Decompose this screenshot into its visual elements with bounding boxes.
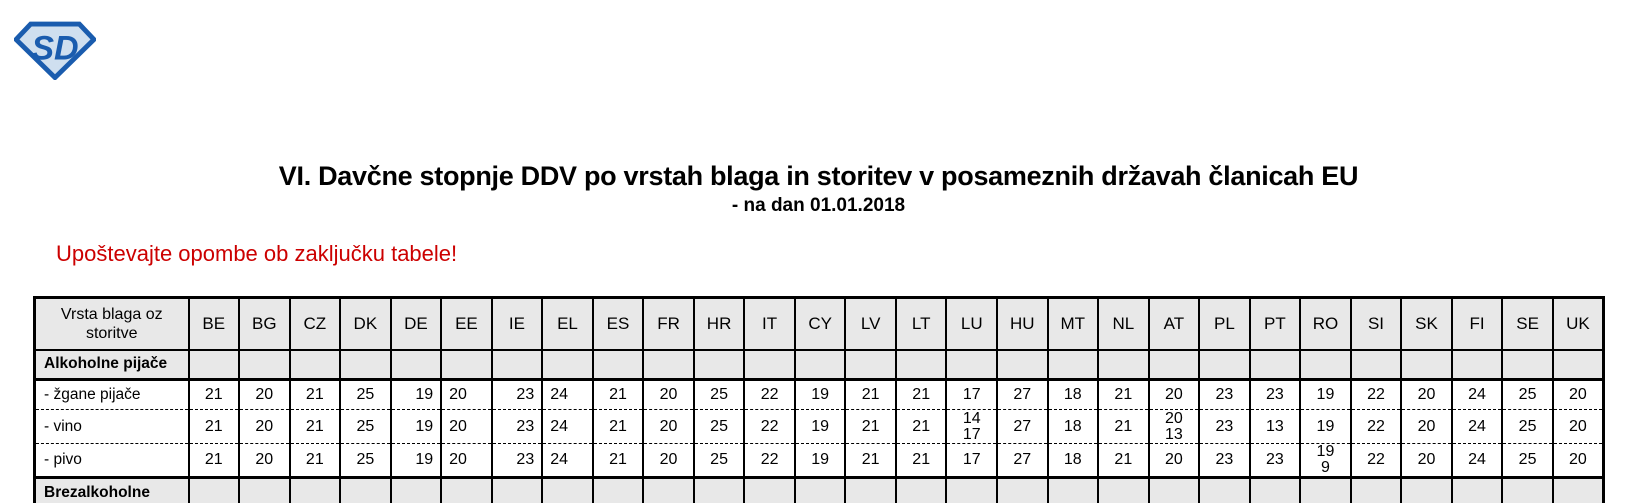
vat-cell-es: 21 — [593, 380, 644, 410]
vat-cell-si — [1351, 478, 1402, 503]
column-header-sk: SK — [1401, 298, 1452, 350]
column-header-fi: FI — [1452, 298, 1503, 350]
column-header-si: SI — [1351, 298, 1402, 350]
vat-cell-fi: 24 — [1452, 410, 1503, 444]
vat-cell-bg — [239, 478, 290, 503]
vat-cell-ee: 20 — [441, 444, 492, 478]
vat-cell-se: 25 — [1502, 380, 1553, 410]
column-header-pt: PT — [1250, 298, 1301, 350]
vat-cell-lt: 21 — [896, 410, 947, 444]
vat-cell-se — [1502, 350, 1553, 380]
vat-cell-ee: 20 — [441, 380, 492, 410]
vat-cell-ie — [492, 478, 543, 503]
table-row — [35, 380, 1604, 410]
vat-cell-hr: 25 — [694, 380, 745, 410]
vat-cell-fr — [643, 478, 694, 503]
vat-cell-uk — [1553, 350, 1604, 380]
vat-cell-pl — [1199, 350, 1250, 380]
vat-cell-dk — [340, 478, 391, 503]
vat-cell-lt — [896, 478, 947, 503]
logo-letters: SD — [31, 29, 79, 68]
table-row — [35, 410, 1604, 444]
vat-cell-cy: 19 — [795, 410, 846, 444]
table-header-row — [35, 298, 1604, 350]
column-header-lv: LV — [845, 298, 896, 350]
vat-cell-ro: 19 9 — [1300, 444, 1351, 478]
vat-cell-fi — [1452, 478, 1503, 503]
vat-cell-pl: 23 — [1199, 444, 1250, 478]
vat-cell-mt: 18 — [1048, 380, 1099, 410]
vat-cell-el: 24 — [542, 380, 593, 410]
vat-cell-at — [1149, 350, 1200, 380]
row-label: - žgane pijače — [35, 380, 189, 410]
vat-cell-it — [744, 478, 795, 503]
vat-cell-el — [542, 478, 593, 503]
column-header-ro: RO — [1300, 298, 1351, 350]
vat-cell-es — [593, 350, 644, 380]
vat-cell-cz — [290, 350, 341, 380]
vat-cell-ie: 23 — [492, 380, 543, 410]
vat-cell-el: 24 — [542, 410, 593, 444]
vat-cell-pt — [1250, 350, 1301, 380]
vat-cell-sk: 20 — [1401, 444, 1452, 478]
vat-cell-si: 22 — [1351, 410, 1402, 444]
vat-cell-lu: 17 — [946, 380, 997, 410]
column-header-it: IT — [744, 298, 795, 350]
vat-cell-be — [189, 350, 240, 380]
vat-cell-si: 22 — [1351, 380, 1402, 410]
vat-cell-uk — [1553, 478, 1604, 503]
vat-cell-pt: 23 — [1250, 380, 1301, 410]
vat-cell-de: 19 — [391, 380, 442, 410]
vat-cell-pl: 23 — [1199, 410, 1250, 444]
vat-cell-cz: 21 — [290, 444, 341, 478]
vat-cell-pl — [1199, 478, 1250, 503]
vat-cell-lv — [845, 350, 896, 380]
column-header-ie: IE — [492, 298, 543, 350]
row-label: Alkoholne pijače — [35, 350, 189, 380]
row-label: - pivo — [35, 444, 189, 478]
warning-note: Upoštevajte opombe ob zaključku tabele! — [56, 241, 458, 266]
vat-rates-table — [33, 296, 1605, 503]
column-header-mt: MT — [1048, 298, 1099, 350]
section-row — [35, 478, 1604, 503]
vat-cell-hu: 27 — [997, 410, 1048, 444]
vat-cell-pt: 23 — [1250, 444, 1301, 478]
vat-cell-lu — [946, 350, 997, 380]
vat-cell-se: 25 — [1502, 444, 1553, 478]
column-header-hu: HU — [997, 298, 1048, 350]
vat-cell-el — [542, 350, 593, 380]
vat-cell-hr: 25 — [694, 444, 745, 478]
vat-cell-bg — [239, 350, 290, 380]
vat-cell-es: 21 — [593, 410, 644, 444]
vat-cell-it — [744, 350, 795, 380]
vat-cell-be — [189, 478, 240, 503]
column-header-goods-type: Vrsta blaga oz storitve — [35, 298, 189, 350]
vat-cell-fr: 20 — [643, 380, 694, 410]
vat-cell-uk: 20 — [1553, 444, 1604, 478]
vat-cell-mt: 18 — [1048, 444, 1099, 478]
vat-cell-dk: 25 — [340, 410, 391, 444]
vat-cell-pt — [1250, 478, 1301, 503]
sd-diamond-logo-graphic — [14, 20, 96, 80]
vat-cell-be: 21 — [189, 380, 240, 410]
vat-cell-ro: 19 — [1300, 410, 1351, 444]
vat-cell-es — [593, 478, 644, 503]
vat-cell-it: 22 — [744, 444, 795, 478]
vat-cell-hr — [694, 478, 745, 503]
vat-cell-ie: 23 — [492, 444, 543, 478]
vat-cell-ie — [492, 350, 543, 380]
column-header-pl: PL — [1199, 298, 1250, 350]
vat-cell-lv: 21 — [845, 380, 896, 410]
vat-cell-fr: 20 — [643, 444, 694, 478]
vat-cell-at — [1149, 478, 1200, 503]
vat-cell-be: 21 — [189, 410, 240, 444]
vat-cell-sk — [1401, 478, 1452, 503]
column-header-lt: LT — [896, 298, 947, 350]
vat-cell-ro — [1300, 350, 1351, 380]
vat-cell-ro: 19 — [1300, 380, 1351, 410]
vat-cell-de: 19 — [391, 444, 442, 478]
vat-cell-lt — [896, 350, 947, 380]
vat-cell-fi: 24 — [1452, 380, 1503, 410]
column-header-de: DE — [391, 298, 442, 350]
vat-cell-at: 20 — [1149, 444, 1200, 478]
vat-cell-cy — [795, 350, 846, 380]
column-header-at: AT — [1149, 298, 1200, 350]
column-header-uk: UK — [1553, 298, 1604, 350]
vat-cell-nl — [1098, 478, 1149, 503]
vat-cell-ee: 20 — [441, 410, 492, 444]
vat-cell-at: 20 13 — [1149, 410, 1200, 444]
vat-cell-hr — [694, 350, 745, 380]
vat-cell-bg: 20 — [239, 410, 290, 444]
vat-cell-bg: 20 — [239, 444, 290, 478]
column-header-nl: NL — [1098, 298, 1149, 350]
vat-cell-nl: 21 — [1098, 380, 1149, 410]
vat-cell-nl: 21 — [1098, 410, 1149, 444]
column-header-cz: CZ — [290, 298, 341, 350]
vat-cell-be: 21 — [189, 444, 240, 478]
vat-cell-uk: 20 — [1553, 410, 1604, 444]
vat-cell-lu: 14 17 — [946, 410, 997, 444]
column-header-be: BE — [189, 298, 240, 350]
vat-cell-cy — [795, 478, 846, 503]
vat-cell-cy: 19 — [795, 380, 846, 410]
vat-cell-pl: 23 — [1199, 380, 1250, 410]
vat-cell-sk — [1401, 350, 1452, 380]
vat-cell-hu: 27 — [997, 380, 1048, 410]
column-header-hr: HR — [694, 298, 745, 350]
vat-cell-fi: 24 — [1452, 444, 1503, 478]
vat-cell-de — [391, 350, 442, 380]
vat-cell-lu: 17 — [946, 444, 997, 478]
column-header-ee: EE — [441, 298, 492, 350]
vat-cell-hu — [997, 478, 1048, 503]
vat-cell-pt: 13 — [1250, 410, 1301, 444]
vat-cell-cz — [290, 478, 341, 503]
vat-cell-ro — [1300, 478, 1351, 503]
vat-cell-uk: 20 — [1553, 380, 1604, 410]
row-label: Brezalkoholne — [35, 478, 189, 503]
vat-cell-cz: 21 — [290, 410, 341, 444]
vat-cell-lv: 21 — [845, 410, 896, 444]
vat-cell-at: 20 — [1149, 380, 1200, 410]
vat-cell-dk — [340, 350, 391, 380]
vat-cell-it: 22 — [744, 380, 795, 410]
vat-cell-de — [391, 478, 442, 503]
vat-cell-de: 19 — [391, 410, 442, 444]
vat-cell-cy: 19 — [795, 444, 846, 478]
vat-cell-lv — [845, 478, 896, 503]
vat-cell-hu — [997, 350, 1048, 380]
vat-cell-it: 22 — [744, 410, 795, 444]
vat-cell-hr: 25 — [694, 410, 745, 444]
column-header-bg: BG — [239, 298, 290, 350]
vat-cell-lv: 21 — [845, 444, 896, 478]
vat-cell-se — [1502, 478, 1553, 503]
vat-cell-si: 22 — [1351, 444, 1402, 478]
column-header-lu: LU — [946, 298, 997, 350]
vat-cell-nl: 21 — [1098, 444, 1149, 478]
vat-cell-mt — [1048, 350, 1099, 380]
column-header-dk: DK — [340, 298, 391, 350]
column-header-fr: FR — [643, 298, 694, 350]
column-header-es: ES — [593, 298, 644, 350]
vat-cell-fr: 20 — [643, 410, 694, 444]
vat-cell-lu — [946, 478, 997, 503]
vat-cell-el: 24 — [542, 444, 593, 478]
vat-cell-sk: 20 — [1401, 380, 1452, 410]
table-row — [35, 444, 1604, 478]
column-header-el: EL — [542, 298, 593, 350]
vat-cell-ee — [441, 478, 492, 503]
column-header-se: SE — [1502, 298, 1553, 350]
vat-cell-es: 21 — [593, 444, 644, 478]
vat-cell-mt: 18 — [1048, 410, 1099, 444]
vat-cell-sk: 20 — [1401, 410, 1452, 444]
vat-cell-lt: 21 — [896, 380, 947, 410]
vat-cell-fi — [1452, 350, 1503, 380]
vat-cell-mt — [1048, 478, 1099, 503]
vat-cell-se: 25 — [1502, 410, 1553, 444]
page-title: VI. Davčne stopnje DDV po vrstah blaga in storitev v posameznih državah članicah EU — [278, 161, 1359, 191]
vat-cell-si — [1351, 350, 1402, 380]
vat-cell-hu: 27 — [997, 444, 1048, 478]
vat-cell-bg: 20 — [239, 380, 290, 410]
vat-cell-fr — [643, 350, 694, 380]
page-subtitle: - na dan 01.01.2018 — [731, 195, 906, 216]
vat-cell-nl — [1098, 350, 1149, 380]
vat-cell-ie: 23 — [492, 410, 543, 444]
row-label: - vino — [35, 410, 189, 444]
vat-cell-dk: 25 — [340, 380, 391, 410]
vat-cell-lt: 21 — [896, 444, 947, 478]
vat-cell-ee — [441, 350, 492, 380]
vat-cell-dk: 25 — [340, 444, 391, 478]
section-row — [35, 350, 1604, 380]
sd-diamond-logo — [14, 20, 96, 80]
column-header-cy: CY — [795, 298, 846, 350]
vat-cell-cz: 21 — [290, 380, 341, 410]
